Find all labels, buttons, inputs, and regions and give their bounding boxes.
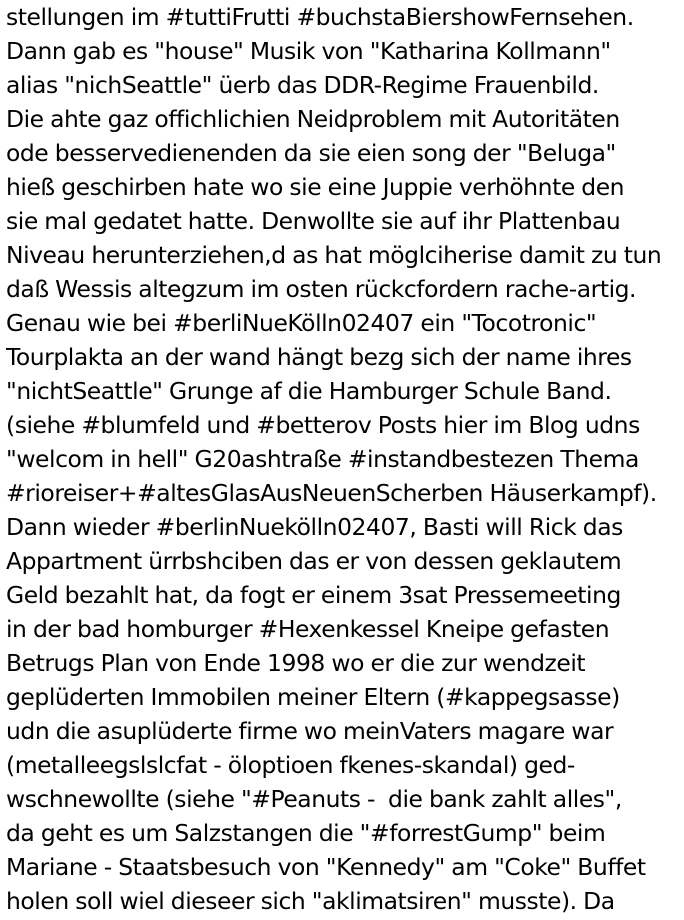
text-line: Appartment ürrbshciben das er von dessen geklautem: [6, 547, 622, 575]
text-line: Dann gab es "house" Musik von "Katharina Kollmann": [6, 37, 611, 65]
text-line: "nichtSeattle" Grunge af die Hamburger Schule Band.: [6, 377, 612, 405]
text-line: Niveau herunterziehen,d as hat möglciherise damit zu tun: [6, 241, 662, 269]
text-line: Genau wie bei #berliNueKölln02407 ein "Tocotronic": [6, 309, 597, 337]
text-line: Dann wieder #berlinNuekölln02407, Basti will Rick das: [6, 513, 623, 541]
text-line: daß Wessis altegzum im osten rückcfordern rache-artig.: [6, 275, 637, 303]
text-line: Die ahte gaz offichlichien Neidproblem mit Autoritäten: [6, 105, 620, 133]
text-line: ode besservedienenden da sie eien song der "Beluga": [6, 139, 616, 167]
text-line: (siehe #blumfeld und #betterov Posts hier im Blog udns: [6, 411, 640, 439]
text-line: (metalleegslslcfat - öloptioen fkenes-skandal) ged-: [6, 751, 575, 779]
text-line: sie mal gedatet hatte. Denwollte sie auf ihr Plattenbau: [6, 207, 621, 235]
text-line: wschnewollte (siehe "#Peanuts - die bank zahlt alles",: [6, 785, 622, 813]
text-line: alias "nichSeattle" üerb das DDR-Regime Frauenbild.: [6, 71, 599, 99]
text-line: Betrugs Plan von Ende 1998 wo er die zur wendzeit: [6, 649, 586, 677]
text-line: udn die asuplüderte firme wo meinVaters magare war: [6, 717, 614, 745]
text-line: geplüderten Immobilen meiner Eltern (#kappegsasse): [6, 683, 620, 711]
text-line: da geht es um Salzstangen die "#forrestGump" beim: [6, 819, 606, 847]
text-line: holen soll wiel dieseer sich "aklimatsiren" musste). Da: [6, 887, 615, 915]
document-body: [6, 0, 684, 918]
text-line: Geld bezahlt hat, da fogt er einem 3sat Pressemeeting: [6, 581, 621, 609]
text-line: in der bad homburger #Hexenkessel Kneipe gefasten: [6, 615, 610, 643]
text-line: stellungen im #tuttiFrutti #buchstaBiershowFernsehen.: [6, 3, 634, 31]
text-line: Tourplakta an der wand hängt bezg sich der name ihres: [6, 343, 632, 371]
text-line: Mariane - Staatsbesuch von "Kennedy" am "Coke" Buffet: [6, 853, 646, 881]
text-line: #rioreiser+#altesGlasAusNeuenScherben Häuserkampf).: [6, 479, 657, 507]
text-line: "welcom in hell" G20ashtraße #instandbestezen Thema: [6, 445, 639, 473]
text-line: hieß geschirben hate wo sie eine Juppie verhöhnte den: [6, 173, 625, 201]
